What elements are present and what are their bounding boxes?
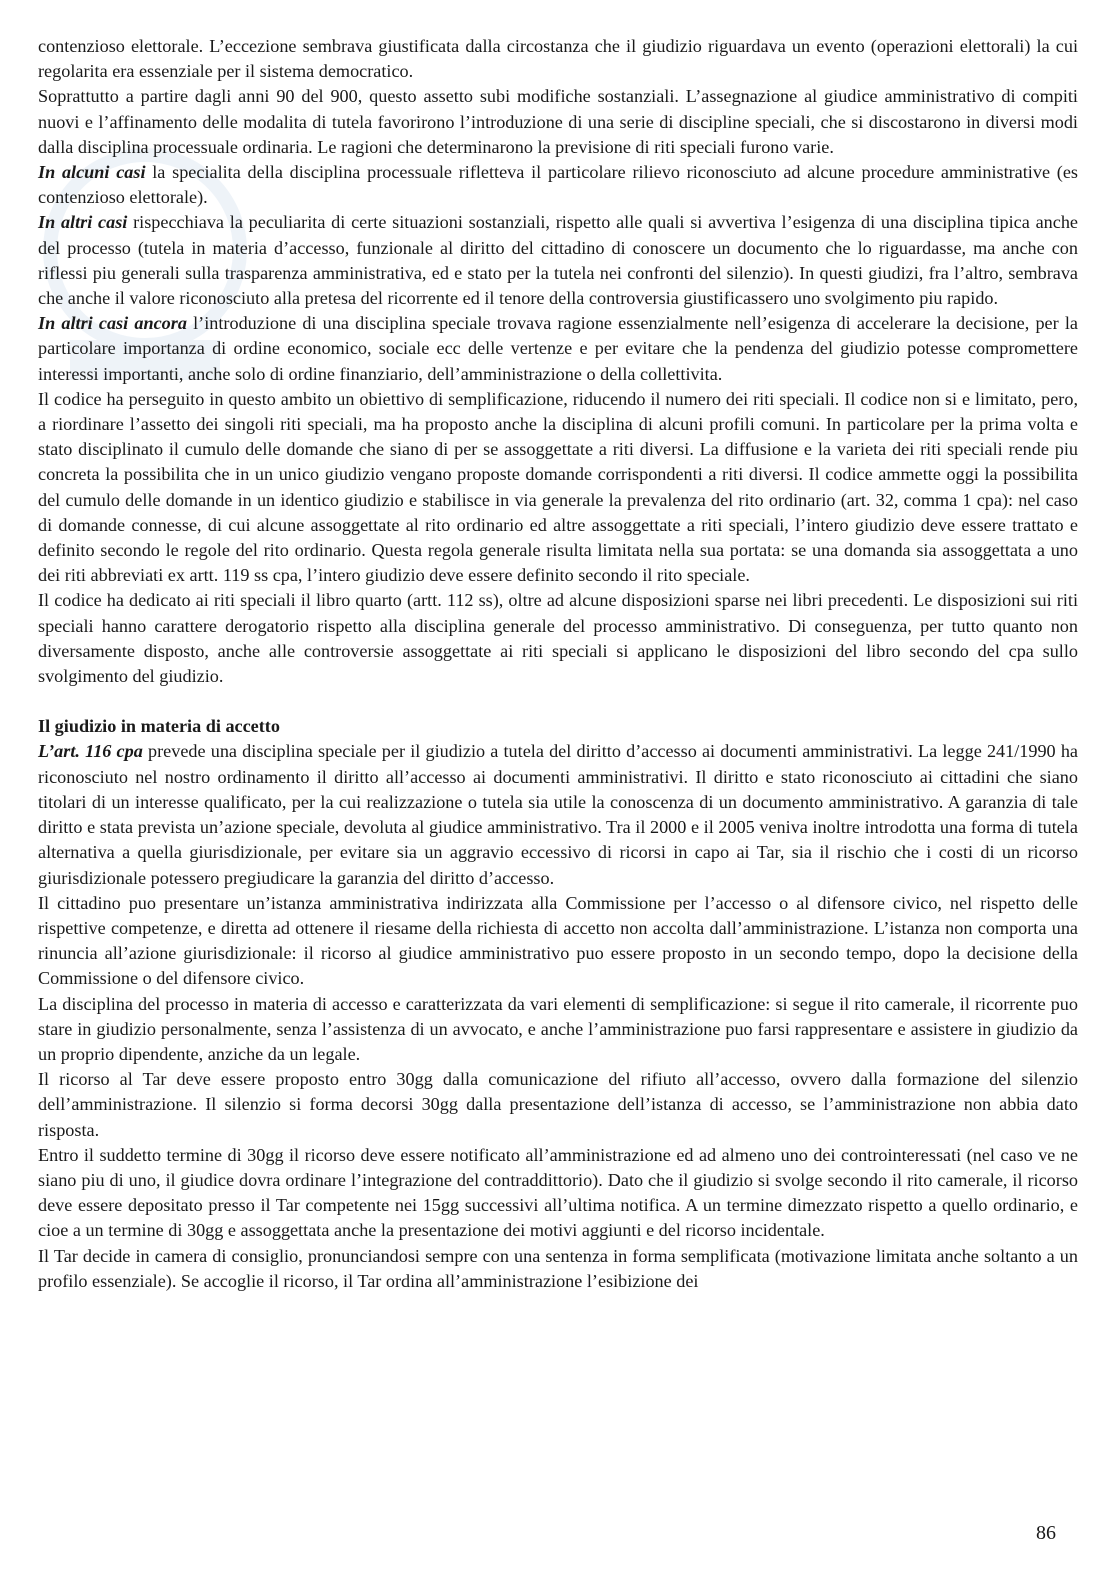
paragraph-text: Il codice ha perseguito in questo ambito un obiettivo di semplificazione, riducendo il numero dei riti speciali. Il codice non si e limitato, pero, a riordinare l’assetto dei singoli riti speciali, ma ha proposto anche la disciplina di alcuni profili comuni. In particolare per la prima volta e stato disciplinato il cumulo delle domande che siano di per se assoggettate a riti diversi. La diffusione e la varieta dei riti speciali rende piu concreta la possibilita che in un unico giudizio vengano proposte domande corrispondenti a riti diversi. Il codice ammette oggi la possibilita del cumulo delle domande in un identico giudizio e stabilisce in via generale la prevalenza del rito ordinario (art. 32, comma 1 cpa): nel caso di domande connesse, di cui alcune assoggettate al rito ordinario ed altre assoggettate a riti speciali, l’intero giudizio deve essere trattato e definito secondo le regole del rito ordinario. Questa regola generale risulta limitata nella sua portata: se una domanda sia assoggettata a uno dei riti abbreviati ex artt. 119 ss cpa, l’intero giudizio deve essere definito secondo il rito speciale. — [38, 388, 1078, 586]
paragraph-text: contenzioso elettorale. L’eccezione sembrava giustificata dalla circostanza che il giudizio riguardava un evento (operazioni elettorali) la cui regolarita era essenziale per il sistema democratico. — [38, 36, 1078, 82]
paragraph-text: Entro il suddetto termine di 30gg il ricorso deve essere notificato all’amministrazione ed ad almeno uno dei controinteressati (nel caso ve ne siano piu di uno, il giudice dovra ordinare l’integrazione del contraddittorio). Dato che il giudizio si svolge secondo il rito camerale, il ricorso deve essere depositato presso il Tar competente nei 15gg successivi all’ultima notifica. A un termine dimezzato rispetto a quello ordinario, e cioe a un termine di 30gg e assoggettata anche la presentazione dei motivi aggiunti e del ricorso incidentale. — [38, 1144, 1078, 1241]
paragraph-4 — [38, 210, 1078, 311]
paragraph-lead: In alcuni casi — [38, 162, 146, 183]
paragraph-text: l’introduzione di una disciplina speciale trovava ragione essenzialmente nell’esigenza di accelerare la decisione, per la particolare importanza di ordine economico, sociale ecc delle vertenze e per evitare che la pendenza del giudizio potesse compromettere interessi importanti, anche solo di ordine finanziario, dell’amministrazione o della collettivita. — [38, 313, 1078, 384]
document-page — [38, 34, 1078, 1294]
paragraph-1 — [38, 34, 1078, 84]
paragraph-lead: In altri casi ancora — [38, 313, 187, 334]
paragraph-text: rispecchiava la peculiarita di certe situazioni sostanziali, rispetto alle quali si avvertiva l’esigenza di una disciplina tipica anche del processo (tutela in materia d’accesso, funzionale al diritto del cittadino di conoscere un documento che lo riguardasse, ma anche con riflessi piu generali sulla trasparenza amministrativa, ed e stato per la tutela nei confronti del silenzio). In questi giudizi, fra l’altro, sembrava che anche il valore riconosciuto alla pretesa del ricorrente ed il tenore della controversia giustificassero uno svolgimento piu rapido. — [38, 212, 1078, 309]
paragraph-text: Il Tar decide in camera di consiglio, pronunciandosi sempre con una sentenza in forma semplificata (motivazione limitata anche soltanto a un profilo essenziale). Se accoglie il ricorso, il Tar ordina all’amministrazione l’esibizione dei — [38, 1245, 1078, 1291]
section-paragraph-6 — [38, 1244, 1078, 1294]
section-heading: Il giudizio in materia di accetto — [38, 716, 280, 737]
section-paragraph-2 — [38, 891, 1078, 992]
paragraph-text: Il ricorso al Tar deve essere proposto entro 30gg dalla comunicazione del rifiuto all’accesso, ovvero dalla formazione del silenzio dell’amministrazione. Il silenzio si forma decorsi 30gg dalla presentazione dell’istanza di accesso, se l’amministrazione non abbia dato risposta. — [38, 1069, 1078, 1140]
paragraph-6 — [38, 387, 1078, 589]
paragraph-text: La disciplina del processo in materia di accesso e caratterizzata da vari elementi di semplificazione: si segue il rito camerale, il ricorrente puo stare in giudizio personalmente, senza l’assistenza di un avvocato, e anche l’amministrazione puo farsi rappresentare e assistere in giudizio da un proprio dipendente, anziche da un legale. — [38, 993, 1078, 1064]
page-number: 86 — [1036, 1522, 1056, 1544]
paragraph-text: prevede una disciplina speciale per il giudizio a tutela del diritto d’accesso ai documenti amministrativi. La legge 241/1990 ha riconosciuto nel nostro ordinamento il diritto all’accesso ai documenti amministrativi. Il diritto e stato riconosciuto ai cittadini che siano titolari di un interesse qualificato, per la cui realizzazione o tutela sia utile la conoscenza di un documento amministrativo. A garanzia di tale diritto e stata prevista un’azione speciale, devoluta al giudice amministrativo. Tra il 2000 e il 2005 veniva inoltre introdotta una forma di tutela alternativa a quella giurisdizionale, per evitare sia un aggravio eccessivo di ricorsi in capo ai Tar, sia il rischio che i costi di un ricorso giurisdizionale potessero pregiudicare la garanzia del diritto d’accesso. — [38, 741, 1078, 888]
paragraph-text: Soprattutto a partire dagli anni 90 del 900, questo assetto subi modifiche sostanziali. L’assegnazione al giudice amministrativo di compiti nuovi e l’affinamento delle modalita di tutela favorirono l’introduzione di una serie di discipline speciali, che si discostarono in diversi modi dalla disciplina processuale ordinaria. Le ragioni che determinarono la previsione di riti speciali furono varie. — [38, 86, 1078, 157]
section-paragraph-4 — [38, 1067, 1078, 1143]
section-paragraph-5 — [38, 1143, 1078, 1244]
paragraph-7 — [38, 588, 1078, 689]
paragraph-2 — [38, 84, 1078, 160]
paragraph-text: la specialita della disciplina processuale rifletteva il particolare rilievo riconosciuto ad alcune procedure amministrative (es contenzioso elettorale). — [38, 162, 1078, 208]
paragraph-text: Il cittadino puo presentare un’istanza amministrativa indirizzata alla Commissione per l’accesso o al difensore civico, nel rispetto delle rispettive competenze, e diretta ad ottenere il riesame della richiesta di accetto non accolta dall’amministrazione. L’istanza non comporta una rinuncia all’azione giurisdizionale: il ricorso al giudice amministrativo puo essere proposto in un secondo tempo, dopo la decisione della Commissione o del difensore civico. — [38, 892, 1078, 989]
paragraph-lead: In altri casi — [38, 212, 128, 233]
section-paragraph-1 — [38, 739, 1078, 890]
section-paragraph-3 — [38, 992, 1078, 1068]
paragraph-text: Il codice ha dedicato ai riti speciali il libro quarto (artt. 112 ss), oltre ad alcune disposizioni sparse nei libri precedenti. Le disposizioni sui riti speciali hanno carattere derogatorio rispetto alla disciplina generale del processo amministrativo. Di conseguenza, per tutto quanto non diversamente disposto, anche alle controversie assoggettate ai riti speciali si applicano le disposizioni del libro secondo del cpa sullo svolgimento del giudizio. — [38, 590, 1078, 687]
paragraph-3 — [38, 160, 1078, 210]
paragraph-lead: L’art. 116 cpa — [38, 741, 143, 762]
paragraph-5 — [38, 311, 1078, 387]
